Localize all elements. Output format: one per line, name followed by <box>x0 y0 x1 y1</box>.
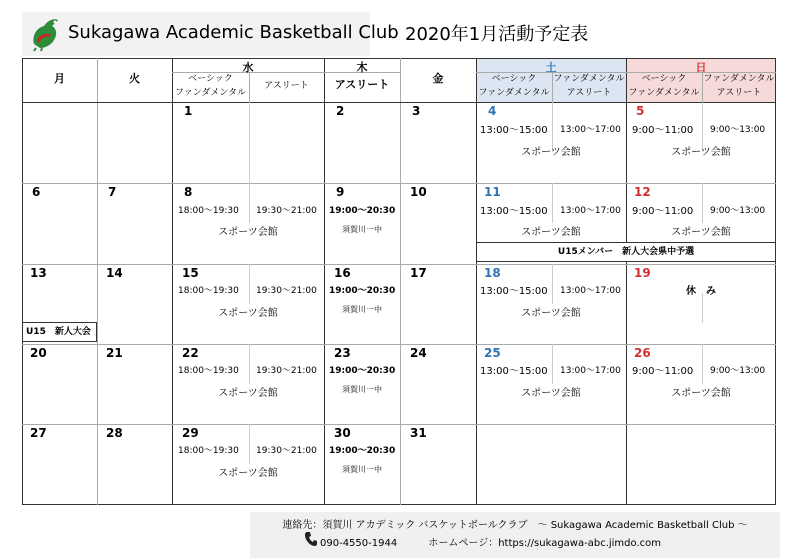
club-title: Sukagawa Academic Basketball Club <box>68 22 399 43</box>
sun-time-a: 9:00～11:00 <box>632 206 694 217</box>
day-header-sun: 日 <box>695 61 707 74</box>
date-26: 26 <box>634 346 651 360</box>
date-1: 1 <box>184 104 193 118</box>
cell-divider <box>249 183 250 223</box>
sat-time-b: 13:00～17:00 <box>560 125 621 135</box>
venue: スポーツ会館 <box>671 147 731 158</box>
cell-divider <box>702 183 703 223</box>
calendar-grid <box>22 58 776 505</box>
cell-divider <box>552 183 553 223</box>
date-15: 15 <box>182 266 199 280</box>
dragon-logo-icon <box>28 14 64 52</box>
date-8: 8 <box>184 185 193 199</box>
venue-school: 須賀川一中 <box>342 385 382 394</box>
date-14: 14 <box>106 266 123 280</box>
wed-time-a: 18:00～19:30 <box>178 446 239 456</box>
cell-divider <box>249 424 250 464</box>
subheader-sun-basic-1: ベーシック <box>641 74 687 84</box>
col-line <box>97 58 98 505</box>
wed-time-a: 18:00～19:30 <box>178 286 239 296</box>
subheader-sat-basic-1: ベーシック <box>491 74 537 84</box>
subheader-sat-basic-2: ファンダメンタル <box>478 88 550 98</box>
thu-time: 19:00～20:30 <box>329 366 396 376</box>
day-header-mon: 月 <box>54 72 65 85</box>
subheader-sat-fund-1: ファンダメンタル <box>553 74 625 84</box>
thu-time: 19:00～20:30 <box>329 286 396 296</box>
footer-phone-line <box>300 534 661 549</box>
wed-time-b: 19:30～21:00 <box>256 286 317 296</box>
venue-school: 須賀川一中 <box>342 305 382 314</box>
venue: スポーツ会館 <box>218 227 278 238</box>
venue: スポーツ会館 <box>218 308 278 319</box>
date-22: 22 <box>182 346 199 360</box>
date-19: 19 <box>634 266 651 280</box>
subheader-wed-athlete: アスリート <box>264 81 309 91</box>
venue: スポーツ会館 <box>218 468 278 479</box>
date-18: 18 <box>484 266 501 280</box>
date-25: 25 <box>484 346 501 360</box>
date-30: 30 <box>334 426 351 440</box>
date-3: 3 <box>412 104 421 118</box>
subheader-thu-athlete: アスリート <box>334 78 390 91</box>
venue: スポーツ会館 <box>521 227 581 238</box>
date-12: 12 <box>634 185 651 199</box>
row-line <box>22 102 776 103</box>
date-23: 23 <box>334 346 351 360</box>
event-u15-tournament: U15 新人大会 <box>22 322 97 342</box>
date-5: 5 <box>636 104 645 118</box>
col-line <box>476 58 477 505</box>
venue: スポーツ会館 <box>521 388 581 399</box>
day-header-tue: 火 <box>129 72 140 85</box>
date-17: 17 <box>410 266 427 280</box>
wed-time-b: 19:30～21:00 <box>256 206 317 216</box>
sat-time-a: 13:00～15:00 <box>480 206 548 217</box>
date-9: 9 <box>336 185 345 199</box>
sun-time-b: 9:00～13:00 <box>710 206 766 216</box>
subheader-sun-fund-2: アスリート <box>716 88 762 98</box>
footer-phone: 090-4550-1944 <box>320 538 398 549</box>
cell-divider <box>249 102 250 184</box>
date-27: 27 <box>30 426 47 440</box>
row-line <box>22 424 776 425</box>
sat-time-a: 13:00～15:00 <box>480 366 548 377</box>
date-28: 28 <box>106 426 123 440</box>
venue: スポーツ会館 <box>671 388 731 399</box>
col-line <box>324 58 325 505</box>
sat-time-a: 13:00～15:00 <box>480 125 548 136</box>
footer-contact: 連絡先：須賀川 アカデミック バスケットボールクラブ ～ Sukagawa Academic Basketball Club ～ <box>282 520 748 531</box>
month-title: 2020年1月活動予定表 <box>405 24 589 45</box>
sat-time-a: 13:00～15:00 <box>480 286 548 297</box>
date-24: 24 <box>410 346 427 360</box>
day-header-wed: 水 <box>242 61 254 74</box>
col-line <box>172 58 173 505</box>
venue-school: 須賀川一中 <box>342 465 382 474</box>
date-10: 10 <box>410 185 427 199</box>
date-4: 4 <box>488 104 497 118</box>
row-line <box>22 264 776 265</box>
wed-time-a: 18:00～19:30 <box>178 206 239 216</box>
sun-time-b: 9:00～13:00 <box>710 366 766 376</box>
venue: スポーツ会館 <box>671 227 731 238</box>
venue: スポーツ会館 <box>521 147 581 158</box>
cell-divider <box>249 344 250 384</box>
sat-time-b: 13:00～17:00 <box>560 366 621 376</box>
cell-divider <box>552 264 553 304</box>
thu-time: 19:00～20:30 <box>329 206 396 216</box>
sun-time-a: 9:00～11:00 <box>632 125 694 136</box>
date-6: 6 <box>32 185 41 199</box>
date-29: 29 <box>182 426 199 440</box>
cell-divider <box>552 344 553 384</box>
sat-time-b: 13:00～17:00 <box>560 206 621 216</box>
rest-label: 休 み <box>686 286 716 297</box>
wed-time-b: 19:30～21:00 <box>256 446 317 456</box>
thu-time: 19:00～20:30 <box>329 446 396 456</box>
col-line <box>400 58 401 505</box>
day-header-sat: 土 <box>545 61 557 74</box>
day-header-thu: 木 <box>356 61 368 74</box>
date-13: 13 <box>30 266 47 280</box>
venue: スポーツ会館 <box>521 308 581 319</box>
sun-time-b: 9:00～13:00 <box>710 125 766 135</box>
event-u15-prefectural: U15メンバー 新人大会県中予選 <box>476 242 776 262</box>
date-21: 21 <box>106 346 123 360</box>
cell-divider <box>249 264 250 304</box>
sun-time-a: 9:00～11:00 <box>632 366 694 377</box>
subheader-sun-basic-2: ファンダメンタル <box>628 88 700 98</box>
cell-divider <box>702 293 703 323</box>
cell-divider <box>702 344 703 384</box>
date-2: 2 <box>336 104 345 118</box>
date-20: 20 <box>30 346 47 360</box>
date-7: 7 <box>108 185 117 199</box>
row-line <box>22 344 776 345</box>
row-line <box>22 183 776 184</box>
venue: スポーツ会館 <box>218 388 278 399</box>
subheader-wed-basic-1: ベーシック <box>188 74 233 84</box>
wed-time-b: 19:30～21:00 <box>256 366 317 376</box>
venue-school: 須賀川一中 <box>342 225 382 234</box>
subheader-wed-basic-2: ファンダメンタル <box>174 88 247 98</box>
subheader-sun-fund-1: ファンダメンタル <box>703 74 775 84</box>
sat-time-b: 13:00～17:00 <box>560 286 621 296</box>
date-16: 16 <box>334 266 351 280</box>
wed-time-a: 18:00～19:30 <box>178 366 239 376</box>
subheader-sat-fund-2: アスリート <box>566 88 612 98</box>
date-11: 11 <box>484 185 501 199</box>
date-31: 31 <box>410 426 427 440</box>
day-header-fri: 金 <box>432 72 444 85</box>
footer-homepage[interactable]: ホームページ：https://sukagawa-abc.jimdo.com <box>428 538 661 549</box>
